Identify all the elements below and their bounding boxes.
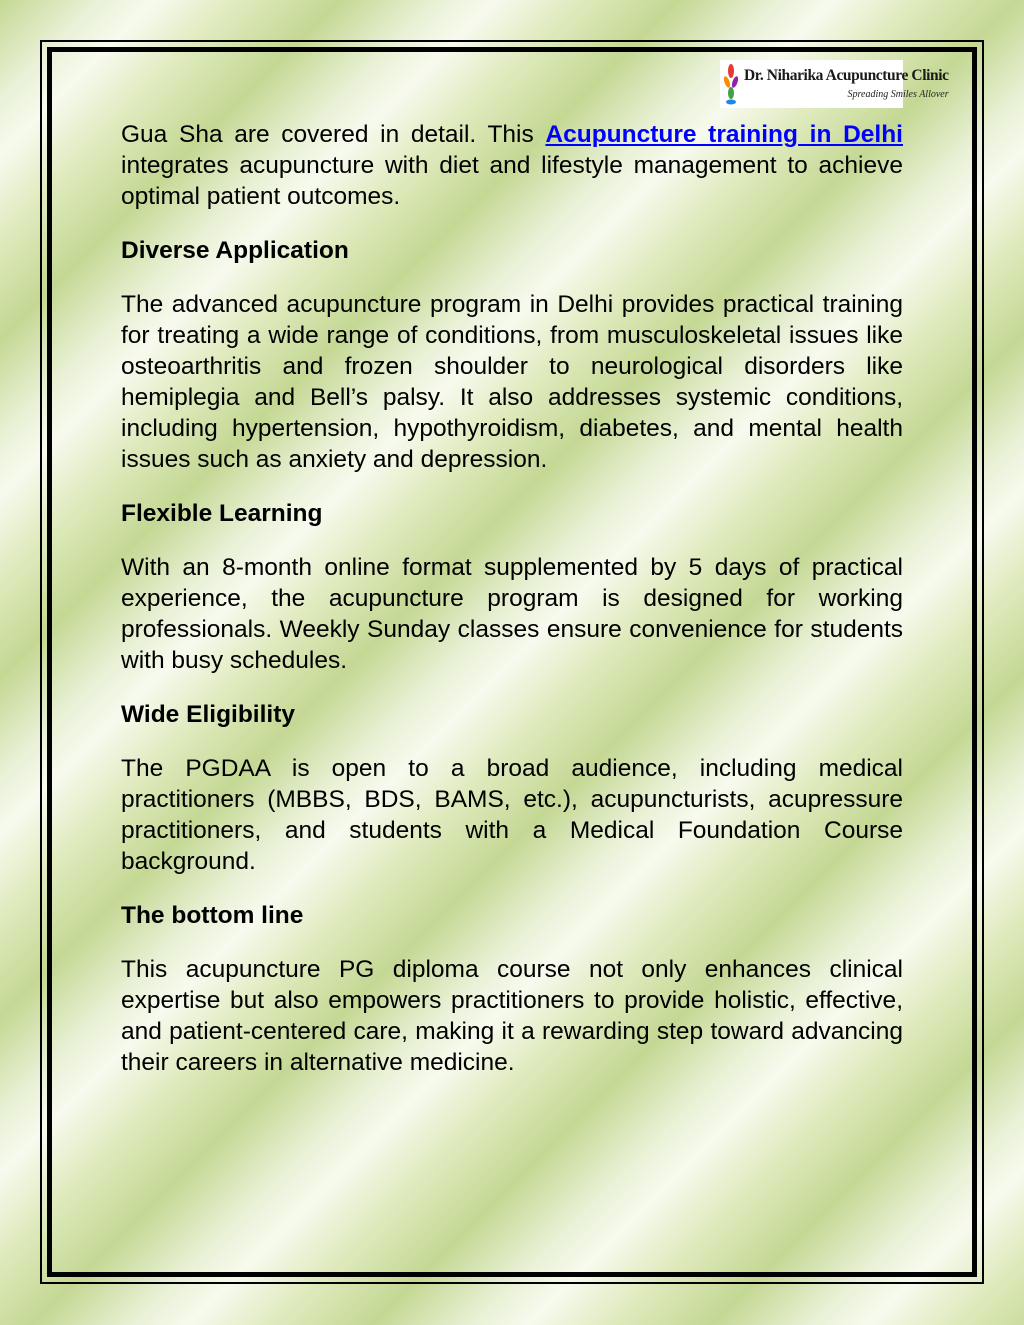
section-heading: Flexible Learning xyxy=(121,500,323,527)
intro-paragraph xyxy=(121,119,903,212)
section-heading: The bottom line xyxy=(121,902,304,929)
intro-text-after: integrates acupuncture with diet and lifestyle management to achieve optimal patient outcomes. xyxy=(121,152,903,210)
section-paragraph: This acupuncture PG diploma course not only enhances clinical expertise but also empowers practitioners to provide holistic, effective, and patient-centered care, making it a rewarding step toward advancing their careers in alternative medicine. xyxy=(121,956,903,1076)
logo-title: Dr. Niharika Acupuncture Clinic xyxy=(744,67,949,85)
intro-text-before: Gua Sha are covered in detail. This xyxy=(121,121,546,148)
logo-tagline: Spreading Smiles Allover xyxy=(847,88,949,100)
section-heading: Diverse Application xyxy=(121,237,349,264)
section-paragraph: The PGDAA is open to a broad audience, including medical practitioners (MBBS, BDS, BAMS, etc.), acupuncturists, acupressure practitioners, and students with a Medical Foundation Course background. xyxy=(121,755,903,875)
clinic-logo xyxy=(720,60,949,108)
article-body xyxy=(121,119,903,1101)
section-paragraph: The advanced acupuncture program in Delhi provides practical training for treating a wide range of conditions, from musculoskeletal issues like osteoarthritis and frozen shoulder to neurological disorders like hemiplegia and Bell’s palsy. It also addresses systemic conditions, including hypertension, hypothyroidism, diabetes, and mental health issues such as anxiety and depression. xyxy=(121,291,903,473)
section-heading: Wide Eligibility xyxy=(121,701,296,728)
lotus-icon xyxy=(722,62,740,106)
acupuncture-training-link[interactable]: Acupuncture training in Delhi xyxy=(545,121,903,148)
section-paragraph: With an 8-month online format supplemented by 5 days of practical experience, the acupuncture program is designed for working professionals. Weekly Sunday classes ensure convenience for students with busy schedules. xyxy=(121,554,903,674)
